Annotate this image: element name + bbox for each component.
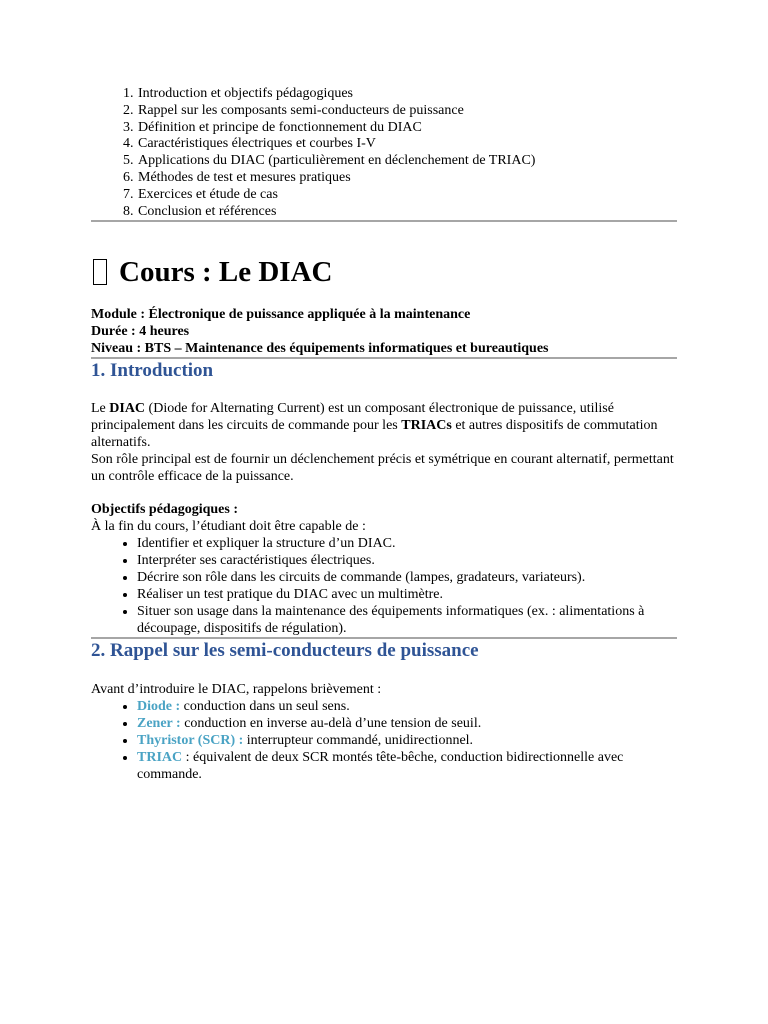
term-diac: DIAC [109, 401, 146, 417]
text-run: et autres dispositifs de commutation alternatifs. [91, 418, 658, 451]
list-item [137, 698, 677, 715]
objectives-list [91, 535, 677, 637]
document-content [91, 86, 677, 783]
toc-item: 3. Définition et principe de fonctionnement du DIAC [137, 120, 677, 137]
toc-item: 4. Caractéristiques électriques et courbes I-V [137, 136, 677, 153]
meta-niveau: Niveau : BTS – Maintenance des équipements informatiques et bureautiques [91, 341, 549, 357]
toc-item: 2. Rappel sur les composants semi-conducteurs de puissance [137, 103, 677, 120]
term-diode: Diode : [137, 699, 181, 715]
list-item: • Réaliser un test pratique du DIAC avec un multimètre. [137, 586, 677, 603]
toc-item: 5. Applications du DIAC (particulièrement en déclenchement de TRIAC) [137, 153, 677, 170]
term-desc: conduction dans un seul sens. [180, 699, 350, 715]
section-divider [91, 220, 677, 222]
meta-module: Module : Électronique de puissance appliquée à la maintenance [91, 307, 471, 323]
objectives-label [91, 501, 677, 518]
components-list [91, 698, 677, 783]
toc-item: 6. Méthodes de test et mesures pratiques [137, 170, 677, 187]
course-meta [91, 306, 677, 357]
list-item [137, 732, 677, 749]
term-thyristor: Thyristor (SCR) : [137, 733, 244, 749]
toc-item: 1. Introduction et objectifs pédagogiques [137, 86, 677, 103]
text-run: (Diode for Alternating Current) est un composant électronique de puissance, utilisé principalement dans les circuits de commande pour les [91, 401, 614, 434]
toc-item: 8. Conclusion et références [137, 204, 677, 221]
missing-glyph-icon [93, 259, 107, 285]
page-title-row [91, 252, 677, 292]
objectives-label-text: Objectifs pédagogiques : [91, 502, 238, 518]
section-heading-introduction: 1. Introduction [91, 360, 214, 382]
list-item: • Interpréter ses caractéristiques électriques. [137, 552, 677, 569]
list-item: • Identifier et expliquer la structure d’un DIAC. [137, 535, 677, 552]
term-desc: interrupteur commandé, unidirectionnel. [243, 733, 474, 749]
meta-duree: Durée : 4 heures [91, 324, 190, 340]
page-title: Cours : Le DIAC [119, 256, 333, 289]
section-heading-rappel: 2. Rappel sur les semi-conducteurs de puissance [91, 640, 479, 662]
objectives-intro: À la fin du cours, l’étudiant doit être capable de : [91, 519, 366, 535]
term-zener: Zener : [137, 716, 181, 732]
term-triac: TRIAC [137, 750, 183, 766]
intro-paragraph [91, 400, 677, 451]
text-run: Le [91, 401, 110, 417]
toc-item: 7. Exercices et étude de cas [137, 187, 677, 204]
intro-paragraph-2: Son rôle principal est de fournir un déclenchement précis et symétrique en courant alternatif, permettant un contrôle efficace de la puissance. [91, 452, 674, 485]
table-of-contents [91, 86, 677, 220]
term-desc: : équivalent de deux SCR montés tête-bêche, conduction bidirectionnelle avec commande. [137, 750, 624, 783]
list-item: • Situer son usage dans la maintenance des équipements informatiques (ex. : alimentations à découpage, dispositifs de régulation). [137, 603, 677, 637]
rappel-intro: Avant d’introduire le DIAC, rappelons brièvement : [91, 682, 382, 698]
list-item [137, 715, 677, 732]
list-item [137, 749, 677, 783]
term-desc: conduction en inverse au-delà d’une tension de seuil. [180, 716, 482, 732]
list-item: • Décrire son rôle dans les circuits de commande (lampes, gradateurs, variateurs). [137, 569, 677, 586]
term-triacs: TRIACs [401, 418, 452, 434]
